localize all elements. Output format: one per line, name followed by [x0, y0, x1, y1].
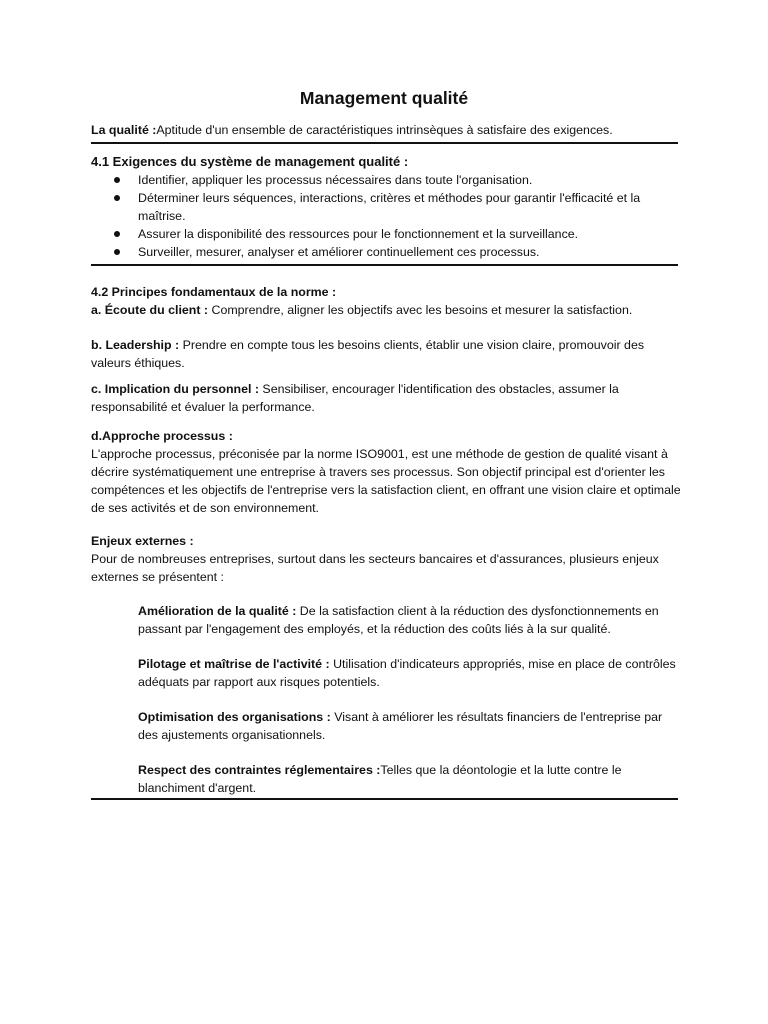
section-4-1-heading: 4.1 Exigences du système de management qualité : — [91, 154, 409, 169]
issue-text: Telles que la déontologie et la lutte contre le blanchiment d'argent. — [138, 763, 622, 795]
issue-item — [138, 602, 678, 638]
list-item: Déterminer leurs séquences, interactions, critères et méthodes pour garantir l'efficacité et la maîtrise. — [91, 189, 681, 225]
requirements-list — [91, 171, 681, 261]
principle-c-text: Sensibiliser, encourager l'identification des obstacles, assumer la responsabilité et évaluer la performance. — [91, 382, 619, 414]
issue-label: Respect des contraintes réglementaires : — [138, 763, 381, 777]
issue-label: Amélioration de la qualité : — [138, 604, 297, 618]
principle-a — [91, 301, 681, 319]
principle-c-label: c. Implication du personnel : — [91, 382, 259, 396]
quality-definition — [91, 121, 681, 139]
list-item: Surveiller, mesurer, analyser et améliorer continuellement ces processus. — [91, 243, 681, 261]
definition-text: Aptitude d'un ensemble de caractéristiques intrinsèques à satisfaire des exigences. — [156, 123, 613, 137]
definition-label: La qualité : — [91, 123, 157, 137]
issue-text: Visant à améliorer les résultats financiers de l'entreprise par des ajustements organisationnels. — [138, 710, 663, 742]
issue-item — [138, 761, 678, 797]
principle-b — [91, 336, 681, 372]
section-4-1 — [91, 153, 681, 261]
principle-c — [91, 380, 681, 416]
issue-label: Pilotage et maîtrise de l'activité : — [138, 657, 330, 671]
principle-d-label: d.Approche processus : — [91, 429, 233, 443]
external-issues-heading: Enjeux externes : — [91, 534, 194, 548]
issue-label: Optimisation des organisations : — [138, 710, 331, 724]
issue-item — [138, 708, 678, 744]
issue-item — [138, 655, 678, 691]
principle-a-text: Comprendre, aligner les objectifs avec les besoins et mesurer la satisfaction. — [208, 303, 633, 317]
principle-b-text: Prendre en compte tous les besoins clients, établir une vision claire, promouvoir des valeurs éthiques. — [91, 338, 645, 370]
principle-a-label: a. Écoute du client : — [91, 303, 209, 317]
divider — [91, 264, 678, 266]
principle-b-label: b. Leadership : — [91, 338, 180, 352]
divider — [91, 142, 678, 144]
issue-text: De la satisfaction client à la réduction des dysfonctionnements en passant par l'engagement des employés, et la réduction des coûts liés à la sur qualité. — [138, 604, 659, 636]
divider — [91, 798, 678, 800]
external-issues-intro: Pour de nombreuses entreprises, surtout dans les secteurs bancaires et d'assurances, plusieurs enjeux externes se présentent : — [91, 552, 659, 584]
principle-d-text: L'approche processus, préconisée par la norme ISO9001, est une méthode de gestion de qualité visant à décrire systématiquement une entreprise à travers ses processus. Son objectif principal est d'orienter les compétences et les objectifs de l'entreprise vers la satisfaction client, en offrant une vision claire et optimale de ses activités et de son environnement. — [91, 447, 681, 515]
external-issues — [91, 532, 681, 586]
principle-d — [91, 427, 681, 517]
page-title: Management qualité — [299, 88, 469, 108]
list-item: Identifier, appliquer les processus nécessaires dans toute l'organisation. — [91, 171, 681, 189]
section-4-2 — [91, 283, 681, 319]
list-item: Assurer la disponibilité des ressources pour le fonctionnement et la surveillance. — [91, 225, 681, 243]
section-4-2-heading: 4.2 Principes fondamentaux de la norme : — [91, 285, 337, 299]
issue-text: Utilisation d'indicateurs appropriés, mise en place de contrôles adéquats par rapport aux risques potentiels. — [138, 657, 676, 689]
